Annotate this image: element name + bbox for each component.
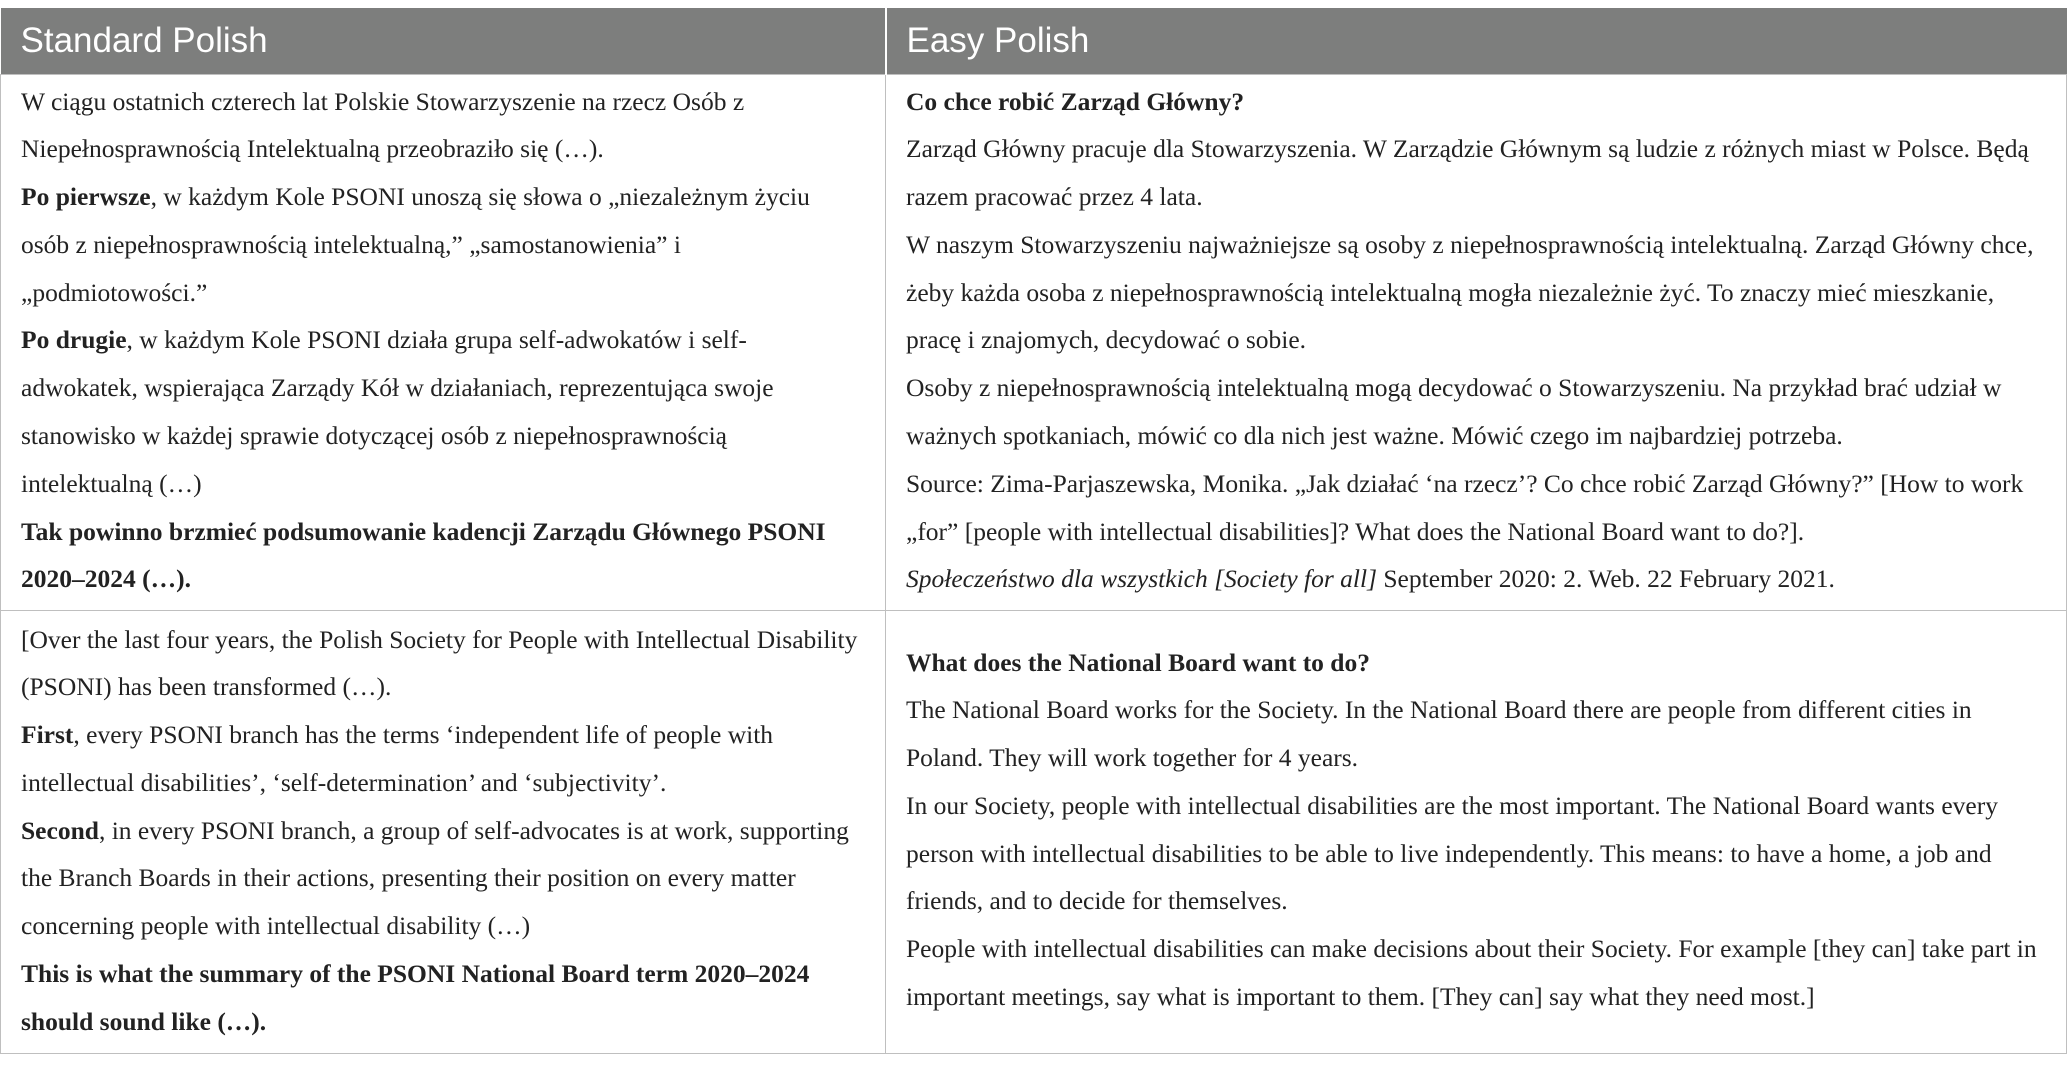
- table-row-polish: [1, 74, 2067, 610]
- paragraph: [21, 807, 863, 950]
- paragraph: [21, 711, 863, 807]
- header-standard-polish: Standard Polish: [1, 8, 886, 74]
- table-row-english: [1, 610, 2067, 1053]
- paragraph: [21, 950, 863, 1046]
- cell-heading: [906, 639, 2044, 687]
- paragraph: [21, 173, 863, 316]
- bold-lead: Po pierwsze: [21, 182, 151, 212]
- paragraph: W naszym Stowarzyszeniu najważniejsze są osoby z niepełnosprawnością intelektualną. Zarząd Główny chce, żeby każda osoba z niepełnosprawnością intelektualną mogła niezależnie żyć. To znaczy mieć mieszkanie, pracę i znajomych, decydować o sobie.: [906, 229, 2034, 355]
- table-header: [1, 8, 2067, 74]
- source-citation-cont: [906, 555, 2044, 603]
- paragraph-text: , every PSONI branch has the terms ‘independent life of people with intellectual disabilities’, ‘self-determination’ and ‘subjectivity’.: [21, 720, 774, 797]
- paragraph-text: , w każdym Kole PSONI unoszą się słowa o „niezależnym życiu osób z niepełnosprawnością intelektualną,” „samostanowienia” i „podmiotowości.”: [21, 182, 810, 307]
- cell-standard-english: [1, 610, 886, 1053]
- paragraph: [21, 508, 863, 604]
- bold-lead: First: [21, 720, 74, 750]
- heading-text: Co chce robić Zarząd Główny?: [906, 86, 1245, 116]
- heading-text: What does the National Board want to do?: [906, 647, 1370, 677]
- paragraph: Zarząd Główny pracuje dla Stowarzyszenia. W Zarządzie Głównym są ludzie z różnych miast w Polsce. Będą razem pracować przez 4 lata.: [906, 134, 2029, 212]
- paragraph: In our Society, people with intellectual disabilities are the most important. The National Board wants every person with intellectual disabilities to be able to live independently. This means: to have a home, a job and friends, and to decide for themselves.: [906, 790, 1998, 916]
- paragraph-text: , in every PSONI branch, a group of self-advocates is at work, supporting the Branch Boards in their actions, presenting their position on every matter concerning people with intellectual disability (…): [21, 815, 849, 941]
- paragraph: W ciągu ostatnich czterech lat Polskie Stowarzyszenie na rzecz Osób z Niepełnosprawnością Intelektualną przeobraziło się (…).: [21, 86, 745, 164]
- bold-conclusion: This is what the summary of the PSONI National Board term 2020–2024 should sound like (…).: [21, 959, 810, 1036]
- bold-conclusion: Tak powinno brzmieć podsumowanie kadencji Zarządu Głównego PSONI 2020–2024 (…).: [21, 516, 826, 594]
- cell-easy-english: [886, 610, 2067, 1053]
- header-easy-polish: Easy Polish: [886, 8, 2067, 74]
- comparison-table: [0, 8, 2067, 1054]
- cell-heading: [906, 78, 2044, 126]
- bold-lead: Second: [21, 815, 99, 845]
- bold-lead: Po drugie: [21, 325, 127, 355]
- paragraph: The National Board works for the Society. In the National Board there are people from different cities in Poland. They will work together for 4 years.: [906, 695, 1972, 773]
- paragraph: Osoby z niepełnosprawnością intelektualną mogą decydować o Stowarzyszeniu. Na przykład brać udział w ważnych spotkaniach, mówić co dla nich jest ważne. Mówić czego im najbardziej potrzeba.: [906, 373, 2002, 451]
- paragraph: [Over the last four years, the Polish Society for People with Intellectual Disability (PSONI) has been transformed (…).: [21, 624, 858, 702]
- paragraph-text: , w każdym Kole PSONI działa grupa self-adwokatów i self-adwokatek, wspierająca Zarządy Kół w działaniach, reprezentująca swoje stanowisko w każdej sprawie dotyczącej osób z niepełnosprawnością intelektualną (…): [21, 325, 774, 498]
- cell-easy-polish: [886, 74, 2067, 610]
- paragraph: [21, 316, 863, 507]
- source-date: September 2020: 2. Web. 22 February 2021.: [1377, 564, 1835, 594]
- paragraph: People with intellectual disabilities can make decisions about their Society. For example [they can] take part in important meetings, say what is important to them. [They can] say what they need most.]: [906, 934, 2037, 1012]
- cell-standard-polish: [1, 74, 886, 610]
- header-row: [1, 8, 2067, 74]
- source-title: Społeczeństwo dla wszystkich [Society for all]: [906, 564, 1377, 594]
- source-citation: Source: Zima-Parjaszewska, Monika. „Jak działać ‘na rzecz’? Co chce robić Zarząd Główny?” [How to work „for” [people with intellectual disabilities]? What does the National Board want to do?].: [906, 468, 2024, 546]
